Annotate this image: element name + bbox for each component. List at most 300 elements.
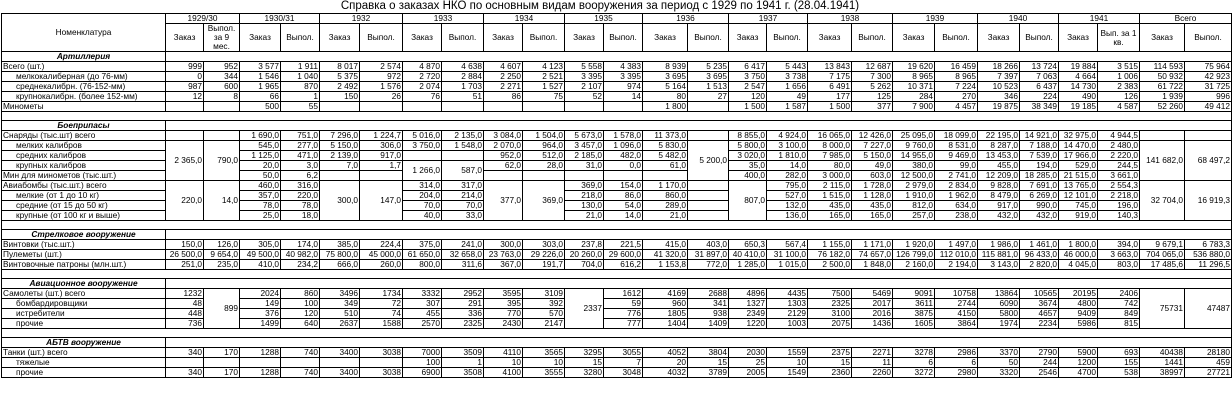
- value-cell: 3038: [360, 368, 403, 378]
- value-cell: 1288: [240, 348, 281, 358]
- value-cell: 31,0: [565, 161, 604, 171]
- value-cell: 140,3: [1098, 211, 1140, 221]
- value-cell: [523, 171, 565, 181]
- value-cell: 21,0: [565, 211, 604, 221]
- value-cell: 3 000,0: [808, 171, 852, 181]
- value-cell: 99,0: [935, 161, 978, 171]
- value-cell: 5 673,0: [565, 131, 604, 141]
- value-cell: 238,0: [935, 211, 978, 221]
- value-cell: 3109: [523, 289, 565, 299]
- value-cell: 1 910,0: [893, 191, 935, 201]
- sub-header: Выпол.: [523, 24, 565, 52]
- value-cell: 48: [166, 299, 204, 309]
- value-cell: 346: [978, 92, 1020, 102]
- value-cell: 10565: [1020, 289, 1059, 299]
- value-cell: 812,0: [893, 201, 935, 211]
- value-cell: [204, 131, 240, 141]
- value-cell: 870: [281, 82, 320, 92]
- value-cell: 194,0: [1020, 161, 1059, 171]
- value-cell: 2 218,0: [1098, 191, 1140, 201]
- value-cell: 96 433,0: [1020, 250, 1059, 260]
- weapons-orders-table: [1, 13, 1232, 378]
- value-cell: 4169: [643, 289, 688, 299]
- table-row: [2, 319, 1232, 329]
- value-cell: 165,0: [808, 211, 852, 221]
- value-cell: 17 966,0: [1059, 151, 1098, 161]
- row-label: тяжелые: [2, 358, 166, 368]
- value-cell: 545,0: [240, 141, 281, 151]
- value-cell: 1 040: [281, 72, 320, 82]
- value-cell: 3370: [978, 348, 1020, 358]
- table-row: [2, 102, 1232, 112]
- section-row: [2, 230, 1232, 240]
- value-cell: 5800: [978, 309, 1020, 319]
- value-cell: 392: [523, 299, 565, 309]
- value-cell: [360, 358, 403, 368]
- value-cell: [403, 151, 442, 161]
- value-cell: 4150: [935, 309, 978, 319]
- value-cell: 2986: [935, 348, 978, 358]
- value-cell: 3 663,0: [1098, 250, 1140, 260]
- value-cell: 952,0: [484, 151, 523, 161]
- value-cell: 13 765,0: [1059, 181, 1098, 191]
- value-cell: 75: [523, 92, 565, 102]
- value-cell: 4435: [767, 289, 808, 299]
- value-cell: 3055: [604, 348, 643, 358]
- merged-value-cell: 807,0: [729, 181, 767, 221]
- value-cell: 80: [643, 92, 688, 102]
- merged-value-cell: 377,0: [484, 181, 523, 221]
- value-cell: 1 548,0: [442, 141, 484, 151]
- value-cell: 86,0: [604, 191, 643, 201]
- merged-value-cell: 32 704,0: [1140, 181, 1185, 221]
- value-cell: 1,7: [360, 161, 403, 171]
- year-header: 1935: [565, 14, 643, 24]
- value-cell: 6: [935, 358, 978, 368]
- nomenclature-header: Номенклатура: [2, 14, 166, 52]
- year-header: 1929/30: [166, 14, 240, 24]
- value-cell: 3,0: [281, 161, 320, 171]
- value-cell: 1404: [643, 319, 688, 329]
- value-cell: 640: [281, 319, 320, 329]
- value-cell: 751,0: [281, 131, 320, 141]
- value-cell: 410,0: [240, 260, 281, 270]
- value-cell: 369,0: [565, 181, 604, 191]
- value-cell: 3 695: [643, 72, 688, 82]
- value-cell: 538: [1098, 368, 1140, 378]
- value-cell: [166, 102, 204, 112]
- value-cell: 2744: [935, 299, 978, 309]
- value-cell: 12 426,0: [852, 131, 893, 141]
- value-cell: 432,0: [978, 211, 1020, 221]
- value-cell: 75 800,0: [320, 250, 360, 260]
- value-cell: 341: [688, 299, 729, 309]
- value-cell: 357,0: [240, 191, 281, 201]
- value-cell: 50,0: [240, 171, 281, 181]
- value-cell: 32 658,0: [442, 250, 484, 260]
- value-cell: 3280: [565, 368, 604, 378]
- value-cell: 130,0: [565, 201, 604, 211]
- table-row: [2, 299, 1232, 309]
- value-cell: [688, 191, 729, 201]
- section-blank: [166, 121, 1232, 131]
- value-cell: 1 965: [240, 82, 281, 92]
- value-cell: 2 834,0: [935, 181, 978, 191]
- value-cell: 917,0: [978, 201, 1020, 211]
- value-cell: [281, 358, 320, 368]
- value-cell: 14,0: [604, 211, 643, 221]
- value-cell: 349: [320, 299, 360, 309]
- value-cell: 2 492: [320, 82, 360, 92]
- value-cell: 2 135,0: [442, 131, 484, 141]
- sub-header: Выпол.: [442, 24, 484, 52]
- value-cell: 1 703: [442, 82, 484, 92]
- value-cell: 2 383: [1098, 82, 1140, 92]
- value-cell: 14 470,0: [1059, 141, 1098, 151]
- value-cell: 7 063: [1020, 72, 1059, 82]
- value-cell: 40 982,0: [281, 250, 320, 260]
- value-cell: 938: [688, 309, 729, 319]
- value-cell: 11 296,5: [1185, 260, 1232, 270]
- merged-value-cell: 147,0: [360, 181, 403, 221]
- value-cell: 1 587: [767, 102, 808, 112]
- value-cell: 5 262: [852, 82, 893, 92]
- value-cell: 7 227,0: [852, 141, 893, 151]
- value-cell: 1974: [978, 319, 1020, 329]
- value-cell: 3 515: [1098, 62, 1140, 72]
- value-cell: 1: [281, 92, 320, 102]
- value-cell: 2 480,0: [1098, 141, 1140, 151]
- value-cell: 2005: [729, 368, 767, 378]
- value-cell: 375,0: [403, 240, 442, 250]
- value-cell: 291: [442, 299, 484, 309]
- value-cell: 1 504,0: [523, 131, 565, 141]
- value-cell: 165,0: [852, 211, 893, 221]
- value-cell: 45 000,0: [360, 250, 403, 260]
- value-cell: 38 349: [1020, 102, 1059, 112]
- value-cell: [204, 102, 240, 112]
- value-cell: 260,0: [360, 260, 403, 270]
- merged-value-cell: 5 200,0: [688, 141, 729, 181]
- row-label: Винтовочные патроны (млн.шт.): [2, 260, 166, 270]
- value-cell: 20195: [1059, 289, 1098, 299]
- value-cell: 6090: [978, 299, 1020, 309]
- value-cell: 6: [893, 358, 935, 368]
- value-cell: 10 371: [893, 82, 935, 92]
- value-cell: 282,0: [767, 171, 808, 181]
- sub-header: Заказ: [643, 24, 688, 52]
- value-cell: 100: [281, 299, 320, 309]
- value-cell: 13 453,0: [978, 151, 1020, 161]
- merged-value-cell: 14,0: [204, 181, 240, 221]
- value-cell: 14: [604, 92, 643, 102]
- value-cell: 31 725: [1185, 82, 1232, 92]
- value-cell: 2 070,0: [484, 141, 523, 151]
- value-cell: 18 266: [978, 62, 1020, 72]
- value-cell: 218,0: [565, 191, 604, 201]
- value-cell: [320, 358, 360, 368]
- section-blank: [166, 338, 1232, 348]
- value-cell: 8 965: [893, 72, 935, 82]
- value-cell: 529,0: [1059, 161, 1098, 171]
- value-cell: 6 417: [729, 62, 767, 72]
- value-cell: 5 150,0: [320, 141, 360, 151]
- value-cell: 6 783,3: [1185, 240, 1232, 250]
- value-cell: 235,0: [204, 260, 240, 270]
- value-cell: 12 209,0: [978, 171, 1020, 181]
- value-cell: [442, 102, 484, 112]
- table-row: [2, 92, 1232, 102]
- value-cell: 2 521: [523, 72, 565, 82]
- value-cell: [604, 102, 643, 112]
- sub-header: Заказ: [565, 24, 604, 52]
- value-cell: 270: [935, 92, 978, 102]
- value-cell: 1 170,0: [643, 181, 688, 191]
- value-cell: 3674: [1020, 299, 1059, 309]
- value-cell: 126,0: [204, 240, 240, 250]
- value-cell: 380,0: [893, 161, 935, 171]
- value-cell: 196,0: [1098, 201, 1140, 211]
- value-cell: 2234: [1020, 319, 1059, 329]
- value-cell: 650,3: [729, 240, 767, 250]
- table-row: [2, 368, 1232, 378]
- value-cell: 367,0: [484, 260, 523, 270]
- value-cell: 3 750,0: [403, 141, 442, 151]
- value-cell: 1 153,8: [643, 260, 688, 270]
- value-cell: 74 657,0: [852, 250, 893, 260]
- value-cell: 50: [978, 358, 1020, 368]
- value-cell: 2 741,0: [935, 171, 978, 181]
- table-row: [2, 141, 1232, 151]
- value-cell: 120: [729, 92, 767, 102]
- row-label: мелкокалиберная (до 76-мм): [2, 72, 166, 82]
- value-cell: 1303: [767, 299, 808, 309]
- value-cell: 2129: [767, 309, 808, 319]
- value-cell: 7 539,0: [1020, 151, 1059, 161]
- value-cell: 2688: [688, 289, 729, 299]
- spacer-row: [2, 270, 1232, 279]
- value-cell: 482,0: [604, 151, 643, 161]
- value-cell: 49 412: [1185, 102, 1232, 112]
- value-cell: 28180: [1185, 348, 1232, 358]
- value-cell: 289,0: [643, 201, 688, 211]
- value-cell: 136,0: [767, 211, 808, 221]
- value-cell: 9409: [1059, 309, 1098, 319]
- value-cell: 214,0: [442, 191, 484, 201]
- value-cell: 1 939: [1140, 92, 1185, 102]
- value-cell: [688, 102, 729, 112]
- value-cell: 964,0: [523, 141, 565, 151]
- value-cell: 3400: [320, 348, 360, 358]
- value-cell: [1185, 131, 1232, 141]
- value-cell: 3048: [604, 368, 643, 378]
- sub-header: Заказ: [808, 24, 852, 52]
- value-cell: 316,0: [281, 181, 320, 191]
- merged-value-cell: 300,0: [320, 181, 360, 221]
- value-cell: 455,0: [978, 161, 1020, 171]
- sub-header: Заказ: [978, 24, 1020, 52]
- value-cell: 10758: [935, 289, 978, 299]
- row-label: бомбардировщики: [2, 299, 166, 309]
- value-cell: 76: [403, 92, 442, 102]
- row-label: мелкие (от 1 до 10 кг): [2, 191, 166, 201]
- value-cell: 11 373,0: [643, 131, 688, 141]
- value-cell: 1 497,0: [935, 240, 978, 250]
- value-cell: 2 160,0: [893, 260, 935, 270]
- value-cell: 8 017: [320, 62, 360, 72]
- value-cell: 305,0: [240, 240, 281, 250]
- value-cell: 2 074: [403, 82, 442, 92]
- sub-header: Выпол.: [688, 24, 729, 52]
- value-cell: 376: [240, 309, 281, 319]
- value-cell: 4 457: [935, 102, 978, 112]
- value-cell: 2546: [1020, 368, 1059, 378]
- value-cell: 1605: [893, 319, 935, 329]
- value-cell: 20,0: [240, 161, 281, 171]
- value-cell: 49,0: [852, 161, 893, 171]
- value-cell: 666,0: [320, 260, 360, 270]
- value-cell: 603,0: [852, 171, 893, 181]
- value-cell: 2325: [808, 299, 852, 309]
- value-cell: 4032: [643, 368, 688, 378]
- value-cell: 1 015,0: [767, 260, 808, 270]
- table-row: [2, 309, 1232, 319]
- value-cell: 987: [166, 82, 204, 92]
- section-blank: [166, 52, 1232, 62]
- value-cell: 49: [767, 92, 808, 102]
- merged-value-cell: 16 919,3: [1185, 181, 1232, 221]
- value-cell: 306,0: [360, 141, 403, 151]
- value-cell: 403,0: [688, 240, 729, 250]
- value-cell: 432,0: [1020, 211, 1059, 221]
- value-cell: 3611: [893, 299, 935, 309]
- value-cell: 740: [281, 348, 320, 358]
- value-cell: [1140, 131, 1185, 141]
- value-cell: 10: [484, 358, 523, 368]
- value-cell: 29 600,0: [604, 250, 643, 260]
- value-cell: 19 185: [1059, 102, 1098, 112]
- table-row: [2, 289, 1232, 299]
- value-cell: 52: [565, 92, 604, 102]
- value-cell: 7 300: [852, 72, 893, 82]
- value-cell: 3508: [442, 368, 484, 378]
- row-label: крупные (от 100 кг и выше): [2, 211, 166, 221]
- value-cell: 257,0: [893, 211, 935, 221]
- value-cell: 745,0: [1059, 201, 1098, 211]
- row-label: Снаряды (тыс.шт) всего: [2, 131, 166, 141]
- value-cell: 740: [281, 368, 320, 378]
- row-label: прочие: [2, 319, 166, 329]
- value-cell: 742: [1098, 299, 1140, 309]
- value-cell: 704,0: [565, 260, 604, 270]
- value-cell: 1288: [240, 368, 281, 378]
- year-header: 1934: [484, 14, 565, 24]
- value-cell: 2 820,0: [1020, 260, 1059, 270]
- table-row: [2, 181, 1232, 191]
- header-years-row: [2, 14, 1232, 24]
- section-title: Боеприпасы: [2, 121, 166, 131]
- value-cell: 317,0: [442, 181, 484, 191]
- value-cell: 20: [643, 358, 688, 368]
- value-cell: 1 500: [729, 102, 767, 112]
- value-cell: [688, 201, 729, 211]
- value-cell: 1 546: [240, 72, 281, 82]
- value-cell: 244,5: [1098, 161, 1140, 171]
- merged-value-cell: 220,0: [166, 181, 204, 221]
- value-cell: 2406: [1098, 289, 1140, 299]
- sub-header: Выпол.: [935, 24, 978, 52]
- row-label: Минометы: [2, 102, 166, 112]
- value-cell: 8 000,0: [808, 141, 852, 151]
- value-cell: 2 547: [729, 82, 767, 92]
- value-cell: 527,0: [767, 191, 808, 201]
- value-cell: 7 224: [935, 82, 978, 92]
- page-title: Справка о заказах НКО по основным видам вооружения за период с 1929 по 1941 г. (28.04.1941): [340, 0, 860, 12]
- value-cell: 736: [166, 319, 204, 329]
- value-cell: 3 577: [240, 62, 281, 72]
- value-cell: 33,0: [442, 211, 484, 221]
- value-cell: 1 461,0: [1020, 240, 1059, 250]
- value-cell: 7 296,0: [320, 131, 360, 141]
- value-cell: 17 485,6: [1140, 260, 1185, 270]
- value-cell: 7500: [808, 289, 852, 299]
- value-cell: 8 531,0: [935, 141, 978, 151]
- value-cell: 2271: [852, 348, 893, 358]
- value-cell: 70,0: [403, 201, 442, 211]
- row-label: Авиабомбы (тыс.шт.) всего: [2, 181, 166, 191]
- value-cell: 10 523: [978, 82, 1020, 92]
- value-cell: 251,0: [166, 260, 204, 270]
- value-cell: [643, 171, 688, 181]
- row-label: прочие: [2, 368, 166, 378]
- sub-header: Заказ: [166, 24, 204, 52]
- value-cell: 3496: [320, 289, 360, 299]
- value-cell: 5 150,0: [852, 151, 893, 161]
- value-cell: 9 828,0: [978, 181, 1020, 191]
- value-cell: 241,0: [442, 240, 484, 250]
- value-cell: [484, 102, 523, 112]
- value-cell: 19 620: [893, 62, 935, 72]
- value-cell: 1 515,0: [808, 191, 852, 201]
- value-cell: 3400: [320, 368, 360, 378]
- value-cell: 616,2: [604, 260, 643, 270]
- value-cell: 815: [1098, 319, 1140, 329]
- table-row: [2, 358, 1232, 368]
- value-cell: 3509: [442, 348, 484, 358]
- spacer-cell: [2, 112, 1232, 121]
- value-cell: 114 593: [1140, 62, 1185, 72]
- value-cell: [565, 102, 604, 112]
- row-label: крупнокалибрн. (более 152-мм): [2, 92, 166, 102]
- table-row: [2, 348, 1232, 358]
- value-cell: 13 843: [808, 62, 852, 72]
- value-cell: 234,2: [281, 260, 320, 270]
- sub-header: Заказ: [729, 24, 767, 52]
- value-cell: 25: [729, 358, 767, 368]
- merged-value-cell: 790,0: [204, 141, 240, 181]
- value-cell: 1 125,0: [240, 151, 281, 161]
- value-cell: 14 730: [1059, 82, 1098, 92]
- value-cell: 394,0: [1098, 240, 1140, 250]
- table-row: [2, 62, 1232, 72]
- value-cell: 20 260,0: [565, 250, 604, 260]
- value-cell: 435,0: [852, 201, 893, 211]
- value-cell: 155: [1098, 358, 1140, 368]
- value-cell: 536 880,0: [1185, 250, 1232, 260]
- year-header: 1930/31: [240, 14, 320, 24]
- value-cell: 11: [852, 358, 893, 368]
- value-cell: 3 750: [729, 72, 767, 82]
